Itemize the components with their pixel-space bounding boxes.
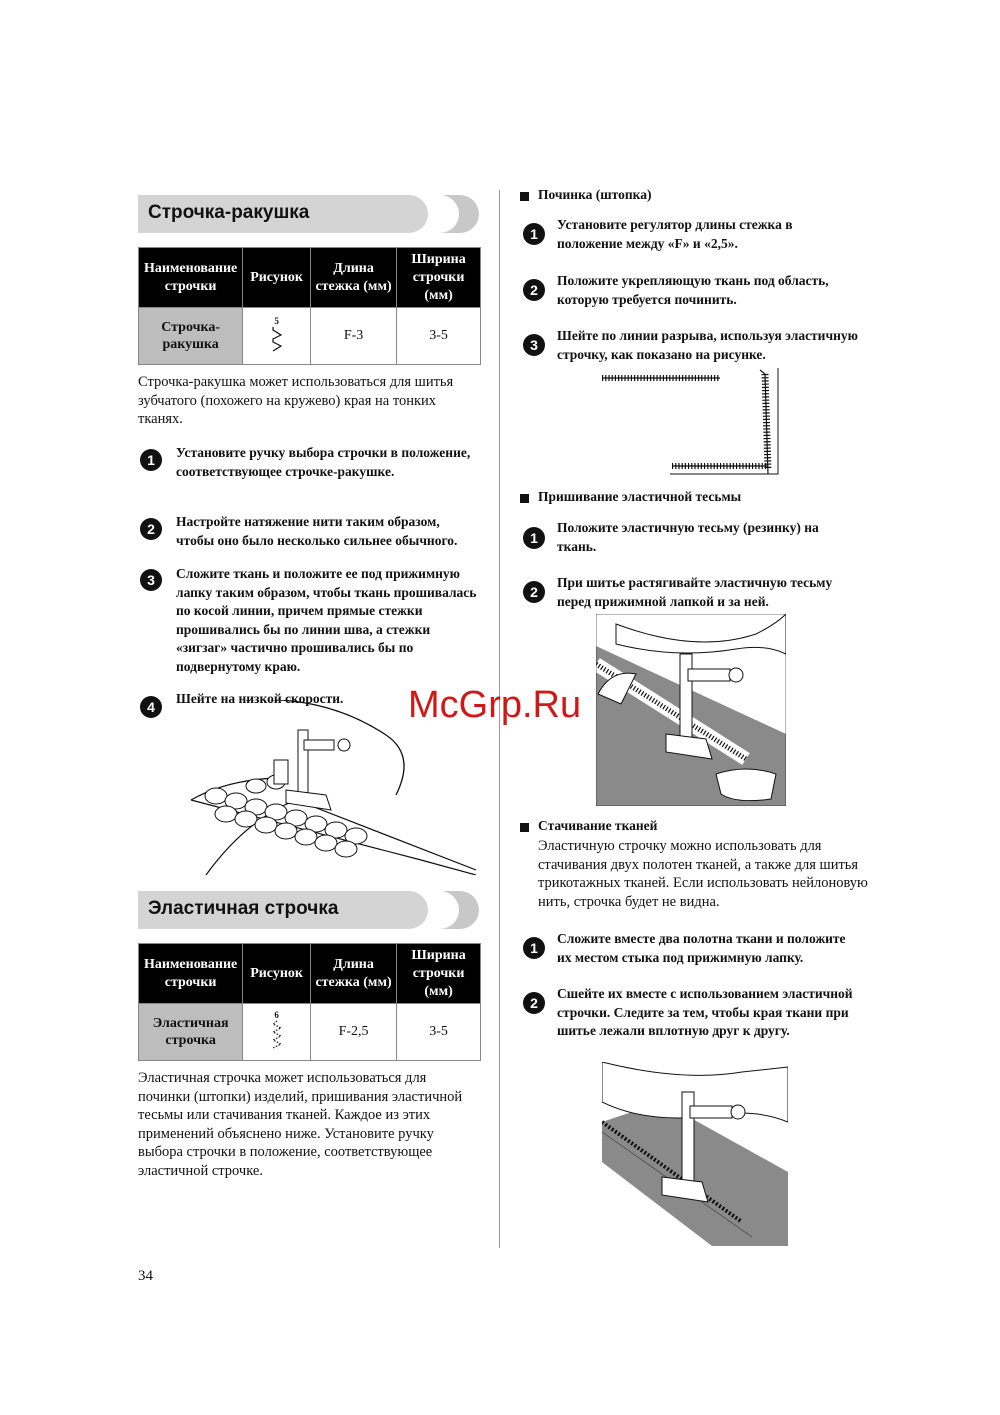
step-text: Шейте на низкой скорости. <box>176 691 344 706</box>
col-pattern: Рисунок <box>243 944 311 1004</box>
joining-description: Эластичную строчку можно использовать для стачивания двух полотен тканей, а также для шитья трикотажных тканей. Если использовать нейлоновую нить, строчка будет не видна. <box>538 838 868 910</box>
section-title: Эластичная строчка <box>148 898 339 919</box>
pattern-number: 5 <box>274 315 279 326</box>
header-cap-icon <box>434 195 480 233</box>
darning-illustration <box>600 366 782 478</box>
step-number: 3 <box>523 334 545 356</box>
bullet-square <box>520 823 529 832</box>
stitch-table-shell <box>138 247 481 365</box>
section-header-shell-stitch <box>138 195 480 233</box>
cell-pattern <box>243 1004 311 1061</box>
step-text: Положите укрепляющую ткань под область, которую требуется починить. <box>557 273 829 307</box>
step-text: При шитье растягивайте эластичную тесьму перед прижимной лапкой и за ней. <box>557 575 833 609</box>
step-number: 1 <box>523 937 545 959</box>
step-number: 2 <box>523 992 545 1014</box>
elastic-tape-illustration <box>596 614 786 806</box>
step-text: Сшейте их вместе с использованием эластичной строчки. Следите за тем, чтобы края ткани при шитье лежали вплотную друг к другу. <box>557 986 853 1038</box>
bullet-square <box>520 494 529 503</box>
section-header-elastic-stitch <box>138 891 480 929</box>
cell-length: F-3 <box>310 308 396 365</box>
col-length: Длина стежка (мм) <box>310 248 396 308</box>
step-number: 2 <box>523 581 545 603</box>
step-number: 1 <box>140 449 162 471</box>
elastic-stitch-pattern-icon <box>270 1020 284 1050</box>
shell-description: Строчка-ракушка может использоваться для шитья зубчатого (похожего на кружево) края на тонких тканях. <box>138 374 454 427</box>
elastic-description: Эластичная строчка может использоваться для починки (штопки) изделий, пришивания эластичной тесьмы или стачивания тканей. Каждое из этих применений объяснено ниже. Установите ручку выбора строчки в положение, соответствующее эластичной строчке. <box>138 1070 463 1179</box>
cell-width: 3-5 <box>397 308 481 365</box>
col-name: Наименование строчки <box>139 944 243 1004</box>
joining-fabrics-illustration <box>602 1062 788 1246</box>
header-cap-icon <box>434 891 480 929</box>
subsection-title: Стачивание тканей <box>538 818 658 833</box>
step-text: Установите регулятор длины стежка в положение между «F» и «2,5». <box>557 217 793 251</box>
step-number: 1 <box>523 223 545 245</box>
col-pattern: Рисунок <box>243 248 311 308</box>
watermark: McGrp.Ru <box>408 684 582 726</box>
step-text: Положите эластичную тесьму (резинку) на ткань. <box>557 520 819 554</box>
cell-stitch-name: Строчка-ракушка <box>139 308 243 365</box>
shell-stitch-pattern-icon <box>270 326 284 352</box>
step-text: Сложите ткань и положите ее под прижимную лапку таким образом, чтобы ткань прошивалась по косой линии, причем прямые стежки прошивались бы по линии шва, а стежки «зигзаг» частично прошивались бы по подвернутому краю. <box>176 566 477 674</box>
step-number: 3 <box>140 569 162 591</box>
cell-stitch-name: Эластичная строчка <box>139 1004 243 1061</box>
step-number: 2 <box>523 279 545 301</box>
stitch-table-elastic <box>138 943 481 1061</box>
section-title: Строчка-ракушка <box>148 202 310 223</box>
pattern-number: 6 <box>274 1009 279 1020</box>
page-number: 34 <box>138 1268 153 1284</box>
col-length: Длина стежка (мм) <box>310 944 396 1004</box>
col-name: Наименование строчки <box>139 248 243 308</box>
subsection-title: Пришивание эластичной тесьмы <box>538 489 742 504</box>
bullet-square <box>520 192 529 201</box>
step-text: Шейте по линии разрыва, используя эластичную строчку, как показано на рисунке. <box>557 328 858 362</box>
col-width: Ширина строчки (мм) <box>397 944 481 1004</box>
cell-length: F-2,5 <box>310 1004 396 1061</box>
step-number: 4 <box>140 696 162 718</box>
col-width: Ширина строчки (мм) <box>397 248 481 308</box>
step-text: Сложите вместе два полотна ткани и положите их местом стыка под прижимную лапку. <box>557 931 846 965</box>
cell-pattern <box>243 308 311 365</box>
step-number: 1 <box>523 527 545 549</box>
subsection-title: Починка (штопка) <box>538 187 652 202</box>
step-text: Установите ручку выбора строчки в положение, соответствующее строчке-ракушке. <box>176 445 471 479</box>
step-text: Настройте натяжение нити таким образом, чтобы оно было несколько сильнее обычного. <box>176 514 458 548</box>
step-number: 2 <box>140 518 162 540</box>
cell-width: 3-5 <box>397 1004 481 1061</box>
